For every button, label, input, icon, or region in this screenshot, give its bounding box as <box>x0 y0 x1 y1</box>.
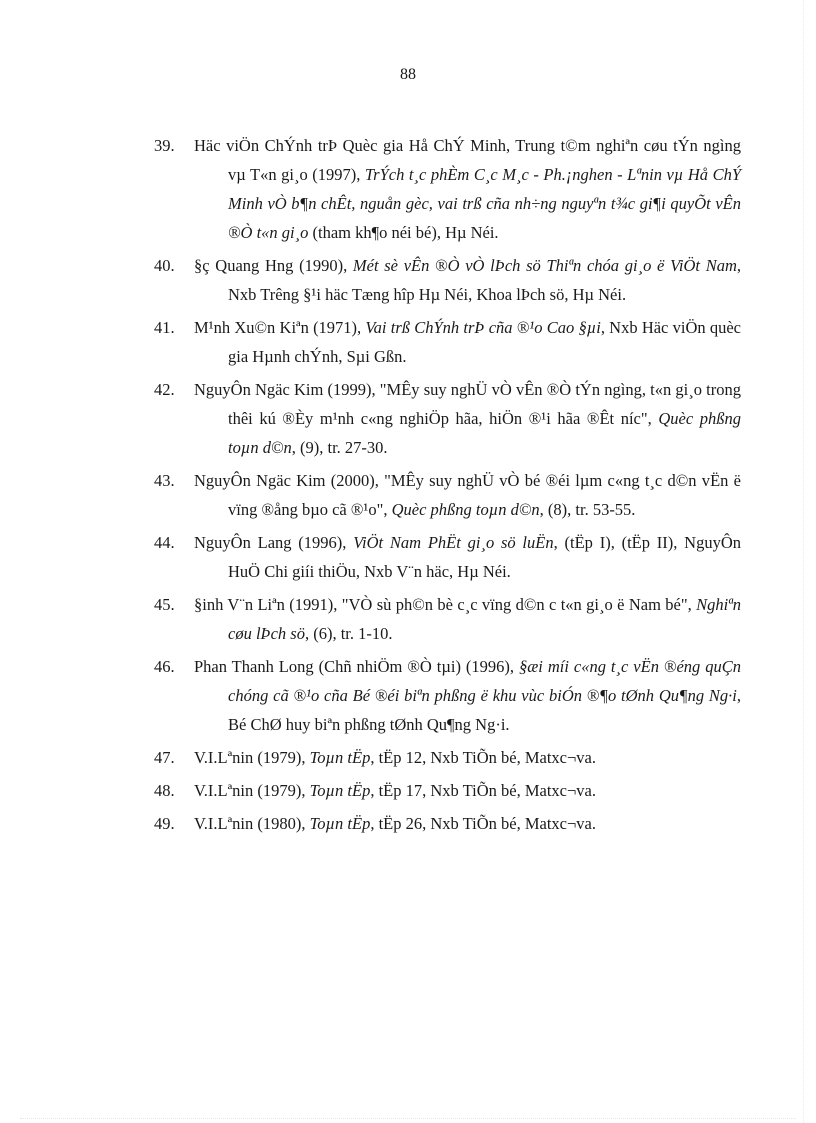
reference-segment: , tËp 17, Nxb TiÕn bé, Matxc¬va. <box>370 781 596 800</box>
reference-number: 41. <box>154 318 175 337</box>
reference-segment: , (9), tr. 27-30. <box>291 438 388 457</box>
reference-entry <box>154 590 741 648</box>
reference-title: Quèc phßng toµn d©n <box>228 409 741 457</box>
reference-segment: §inh V¨n Liªn (1991), "VÒ sù ph©n bè c¸c vïng d©n c t«n gi¸o ë Nam bé", <box>194 595 697 614</box>
reference-entry <box>154 251 741 309</box>
reference-segment: NguyÔn Ngäc Kim (2000), "MÊy suy nghÜ vÒ bé ®éi lµm c«ng t¸c d©n vËn ë vïng ®ång bµo cã ®¹o", <box>194 471 741 519</box>
reference-title: §æi míi c«ng t¸c vËn ®éng quÇn chóng cã ®¹o cña Bé ®éi biªn phßng ë khu vùc biÓn ®¶o tØnh Qu¶ng Ng·i <box>228 657 741 705</box>
reference-text <box>194 251 741 309</box>
reference-entry <box>154 652 741 739</box>
reference-entry <box>154 743 741 772</box>
reference-number: 48. <box>154 781 175 800</box>
reference-text <box>194 131 741 247</box>
reference-segment: , (6), tr. 1-10. <box>304 624 393 643</box>
reference-text <box>194 652 741 739</box>
reference-title: Vai trß ChÝnh trÞ cña ®¹o Cao §µi <box>365 318 601 337</box>
page-right-border <box>803 0 804 1123</box>
reference-segment: Phan Thanh Long (Chñ nhiÖm ®Ò tµi) (1996), <box>194 657 520 676</box>
reference-segment: V.I.Lªnin (1979), <box>194 781 310 800</box>
reference-segment: NguyÔn Lang (1996), <box>194 533 354 552</box>
reference-title: Toµn tËp <box>309 748 371 767</box>
reference-segment: , Nxb Trêng §¹i häc Tæng hîp Hµ Néi, Khoa lÞch sö, Hµ Néi. <box>228 256 742 304</box>
reference-segment: , tËp 12, Nxb TiÕn bé, Matxc¬va. <box>370 748 596 767</box>
reference-text <box>194 528 741 586</box>
reference-entry <box>154 313 741 371</box>
reference-segment: , tËp 26, Nxb TiÕn bé, Matxc¬va. <box>370 814 596 833</box>
reference-segment: M¹nh Xu©n Kiªn (1971), <box>194 318 366 337</box>
reference-text <box>194 313 741 371</box>
reference-segment: , Nxb Häc viÖn quèc gia Hµnh chÝnh, Sµi Gßn. <box>228 318 741 366</box>
reference-segment: , (8), tr. 53-55. <box>539 500 636 519</box>
reference-title: Toµn tËp <box>309 814 371 833</box>
reference-segment: (tham kh¶o néi bé), Hµ Néi. <box>308 223 499 242</box>
reference-number: 46. <box>154 657 175 676</box>
reference-number: 44. <box>154 533 175 552</box>
reference-text <box>194 809 741 838</box>
reference-segment: NguyÔn Ngäc Kim (1999), "MÊy suy nghÜ vÒ vÊn ®Ò tÝn ngìng, t«n gi¸o trong thêi kú ®Èy m¹nh c«ng nghiÖp hãa, hiÖn ®¹i hãa ®Êt níc", <box>194 380 741 428</box>
reference-title: ViÖt Nam PhËt gi¸o sö luËn <box>353 533 554 552</box>
reference-title: Quèc phßng toµn d©n <box>391 500 540 519</box>
page-number: 88 <box>400 66 416 83</box>
reference-entry <box>154 776 741 805</box>
reference-number: 45. <box>154 595 175 614</box>
reference-title: Toµn tËp <box>309 781 371 800</box>
reference-segment: V.I.Lªnin (1980), <box>194 814 310 833</box>
reference-entry <box>154 375 741 462</box>
reference-text <box>194 743 741 772</box>
reference-segment: , Bé ChØ huy biªn phßng tØnh Qu¶ng Ng·i. <box>228 686 741 734</box>
reference-entry <box>154 809 741 838</box>
reference-entry <box>154 528 741 586</box>
reference-segment: Häc viÖn ChÝnh trÞ Quèc gia Hå ChÝ Minh, Trung t©m nghiªn cøu tÝn ngìng vµ T«n gi¸o (1997), <box>194 136 741 184</box>
reference-text <box>194 375 741 462</box>
reference-number: 43. <box>154 471 175 490</box>
reference-segment: §ç Quang Hng (1990), <box>194 256 353 275</box>
reference-title: Nghiªn cøu lÞch sö <box>228 595 741 643</box>
reference-number: 47. <box>154 748 175 767</box>
reference-number: 40. <box>154 256 175 275</box>
reference-number: 49. <box>154 814 175 833</box>
reference-text <box>194 776 741 805</box>
reference-number: 42. <box>154 380 175 399</box>
reference-text <box>194 590 741 648</box>
page-bottom-border <box>20 1118 796 1119</box>
reference-number: 39. <box>154 136 175 155</box>
reference-segment: , (tËp I), (tËp II), NguyÔn HuÖ Chi giíi thiÖu, Nxb V¨n häc, Hµ Néi. <box>228 533 741 581</box>
reference-entry <box>154 131 741 247</box>
reference-entry <box>154 466 741 524</box>
reference-title: Mét sè vÊn ®Ò vÒ lÞch sö Thiªn chóa gi¸o ë ViÖt Nam <box>352 256 737 275</box>
reference-text <box>194 466 741 524</box>
reference-segment: V.I.Lªnin (1979), <box>194 748 310 767</box>
reference-list <box>154 131 741 842</box>
reference-title: TrÝch t¸c phÈm C¸c M¸c - Ph.¡nghen - Lªnin vµ Hå ChÝ Minh vÒ b¶n chÊt, nguån gèc, vai trß cña nh÷ng nguyªn t¾c gi¶i quyÕt vÊn ®Ò t«n gi¸o <box>228 165 742 242</box>
